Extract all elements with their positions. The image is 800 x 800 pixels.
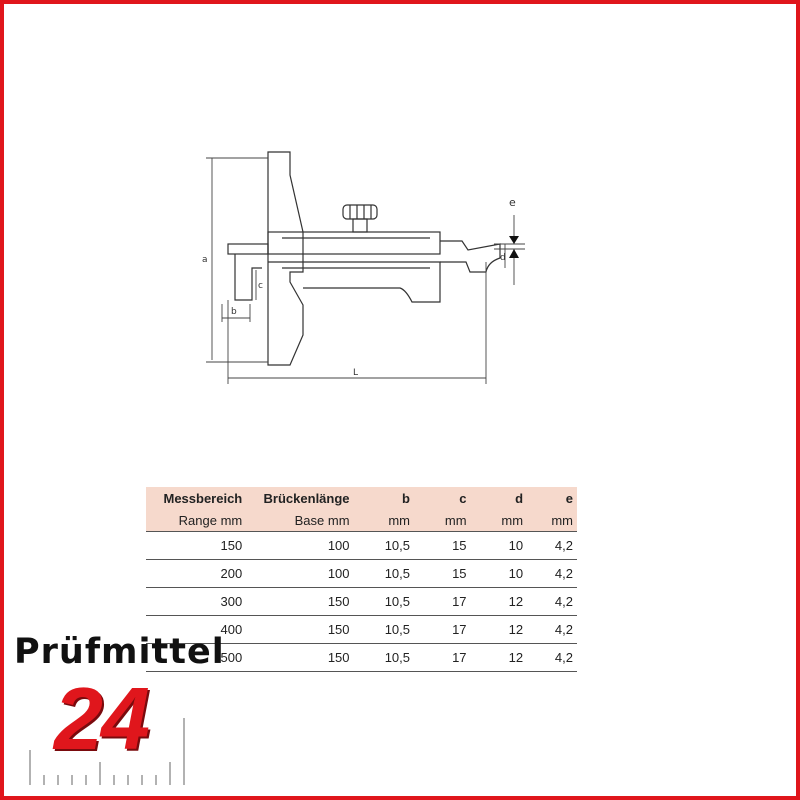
table-cell: 4,2 xyxy=(527,560,577,588)
table-cell: 150 xyxy=(246,644,353,672)
unit-cell: mm xyxy=(527,509,577,532)
table-cell: 10,5 xyxy=(354,588,414,616)
upper-slider-body xyxy=(268,232,440,254)
table-cell: 17 xyxy=(414,588,471,616)
table-cell: 10,5 xyxy=(354,560,414,588)
unit-cell: Range mm xyxy=(146,509,246,532)
arrow-down-icon xyxy=(509,236,519,244)
table-cell: 17 xyxy=(414,616,471,644)
dim-label-e: e xyxy=(509,196,516,209)
brand-number: 24 xyxy=(54,669,148,768)
table-cell: 10,5 xyxy=(354,532,414,560)
table-header-row xyxy=(146,487,577,509)
arrow-up-icon xyxy=(509,249,519,258)
unit-cell: mm xyxy=(354,509,414,532)
table-cell: 12 xyxy=(471,588,528,616)
table-cell: 500 xyxy=(146,644,246,672)
unit-cell: Base mm xyxy=(246,509,353,532)
table-cell: 10 xyxy=(471,532,528,560)
table-cell: 12 xyxy=(471,644,528,672)
table-cell: 10,5 xyxy=(354,616,414,644)
table-cell: 15 xyxy=(414,532,471,560)
locking-screw-head xyxy=(343,205,377,219)
table-row xyxy=(146,560,577,588)
dim-label-L: L xyxy=(353,368,359,378)
table-cell: 150 xyxy=(146,532,246,560)
table-row xyxy=(146,532,577,560)
hook-end xyxy=(235,254,262,300)
header-cell: e xyxy=(527,487,577,509)
table-cell: 200 xyxy=(146,560,246,588)
header-cell: c xyxy=(414,487,471,509)
table-cell: 300 xyxy=(146,588,246,616)
base-bridge-outline xyxy=(268,152,303,365)
unit-cell: mm xyxy=(471,509,528,532)
table-cell: 4,2 xyxy=(527,532,577,560)
header-cell: d xyxy=(471,487,528,509)
rule-left xyxy=(228,244,268,254)
unit-cell: mm xyxy=(414,509,471,532)
dim-label-a: a xyxy=(202,255,208,265)
table-row xyxy=(146,588,577,616)
header-cell: Brückenlänge xyxy=(246,487,353,509)
table-cell: 10 xyxy=(471,560,528,588)
table-cell: 15 xyxy=(414,560,471,588)
header-cell: Messbereich xyxy=(146,487,246,509)
table-cell: 150 xyxy=(246,588,353,616)
table-cell: 17 xyxy=(414,644,471,672)
dim-label-c: c xyxy=(258,281,263,291)
table-cell: 100 xyxy=(246,532,353,560)
table-unit-row xyxy=(146,509,577,532)
brand-name: Prüfmittel xyxy=(14,632,225,672)
table-cell: 400 xyxy=(146,616,246,644)
table-cell: 10,5 xyxy=(354,644,414,672)
table-cell: 12 xyxy=(471,616,528,644)
rule-tip xyxy=(440,241,500,272)
header-cell: b xyxy=(354,487,414,509)
locking-screw-stem xyxy=(353,219,367,232)
table-cell: 4,2 xyxy=(527,616,577,644)
dim-label-d: d xyxy=(500,253,506,263)
dim-label-b: b xyxy=(231,307,237,317)
table-cell: 150 xyxy=(246,616,353,644)
table-cell: 4,2 xyxy=(527,644,577,672)
table-cell: 4,2 xyxy=(527,588,577,616)
table-cell: 100 xyxy=(246,560,353,588)
